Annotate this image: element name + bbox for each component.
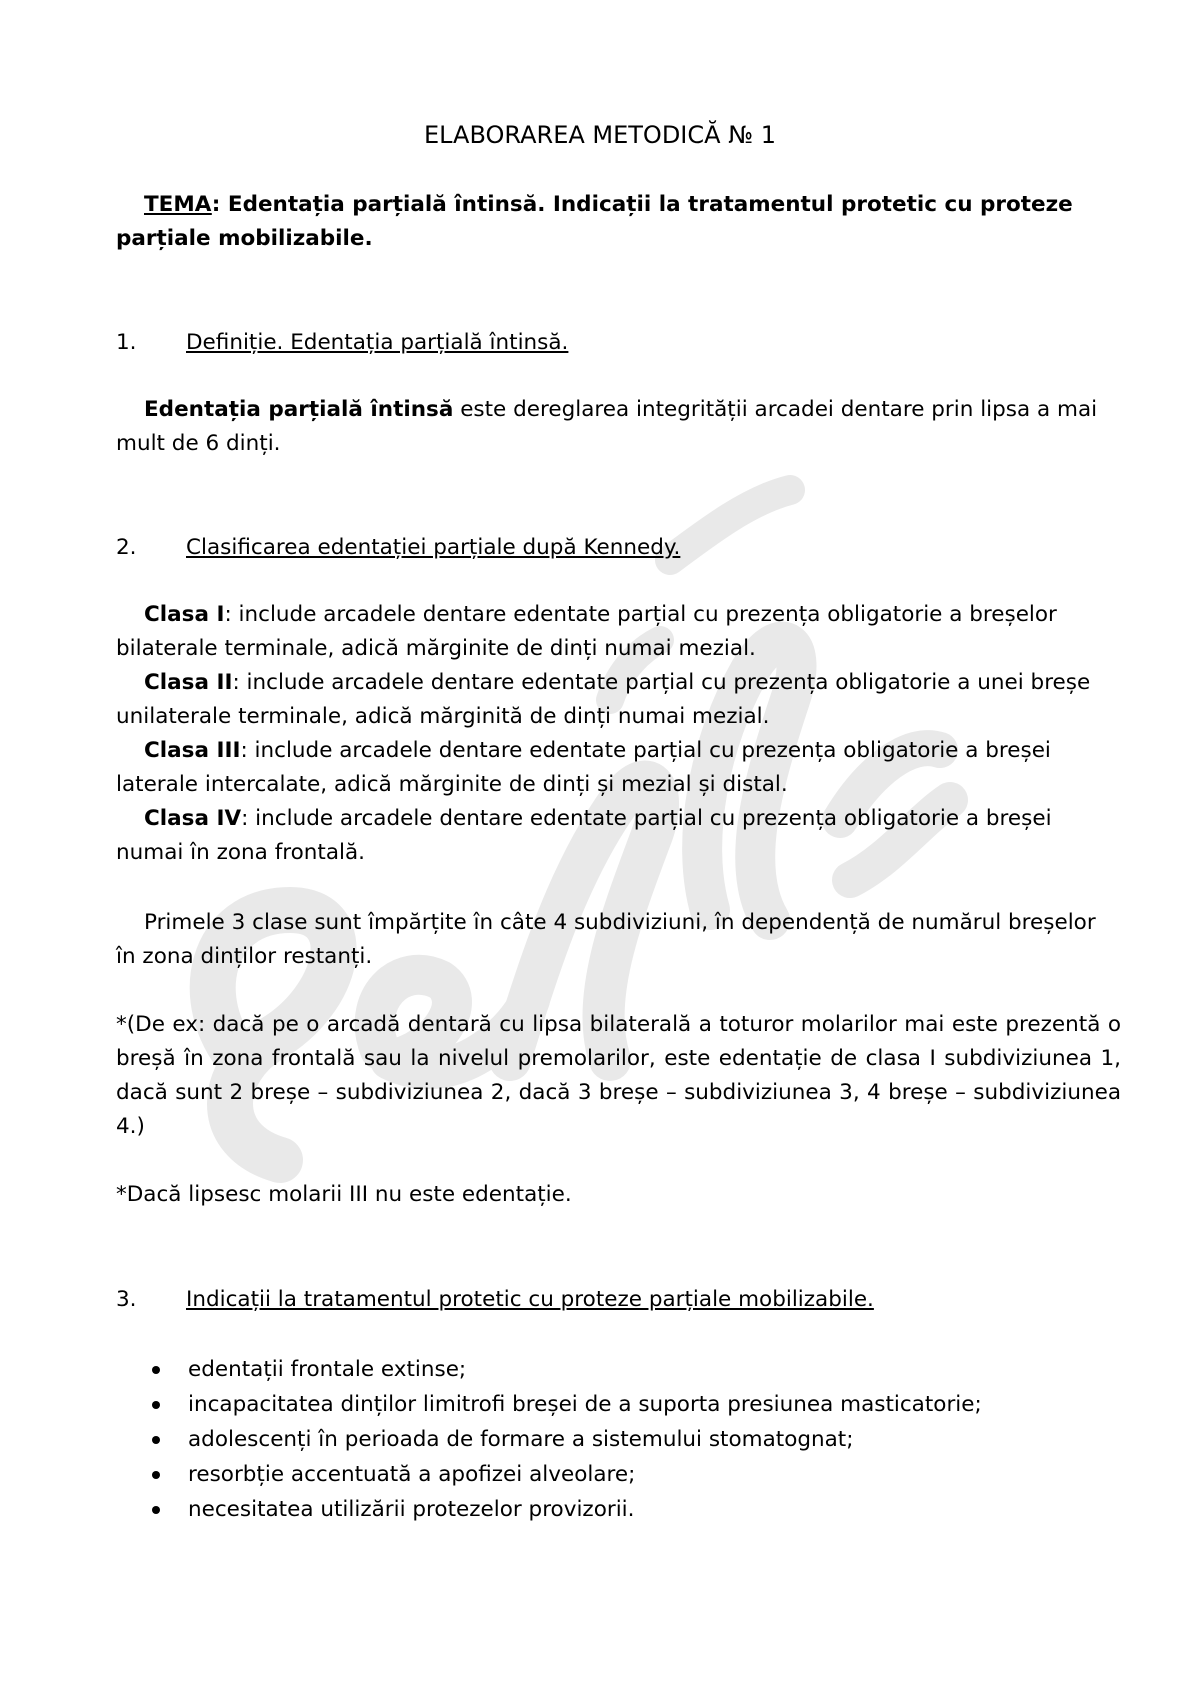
section-title: Definiție. Edentația parțială întinsă.: [186, 330, 569, 355]
topic-label: TEMA: [144, 192, 212, 217]
bullet-icon: [152, 1436, 160, 1444]
section-title: Clasificarea edentației parțiale după Kennedy.: [186, 535, 681, 560]
definition-text: este dereglarea integrității arcadei dentare prin lipsa a mai mult de 6 dinți.: [116, 397, 1098, 456]
section-number: 1.: [116, 330, 137, 355]
class-text: : include arcadele dentare edentate parțial cu prezența obligatorie a breșelor bilaterale terminale, adică mărginite de dinți numai mezial.: [116, 602, 1057, 661]
topic-text: : Edentația parțială întinsă. Indicații la tratamentul protetic cu proteze parțiale mobilizabile.: [116, 192, 1073, 251]
subdivisions-note: Primele 3 clase sunt împărțite în câte 4 subdiviziuni, în dependență de numărul breșelor în zona dinților restanți.: [116, 910, 1096, 969]
list-item: [116, 1492, 1121, 1527]
list-item-text: adolescenți în perioada de formare a sistemului stomatognat;: [188, 1427, 854, 1452]
class-text: : include arcadele dentare edentate parțial cu prezența obligatorie a breșei numai în zona frontală.: [116, 806, 1052, 865]
section-number: 3.: [116, 1287, 137, 1312]
class-paragraph: [116, 802, 1121, 870]
section-number: 2.: [116, 535, 137, 560]
section-title: Indicații la tratamentul protetic cu proteze parțiale mobilizabile.: [186, 1287, 874, 1312]
bullet-icon: [152, 1506, 160, 1514]
bullet-icon: [152, 1471, 160, 1479]
list-item-text: incapacitatea dinților limitrofi breșei de a suporta presiunea masticatorie;: [188, 1392, 982, 1417]
class-label: Clasa III: [144, 738, 241, 763]
list-item: [116, 1387, 1121, 1422]
topic-paragraph: [116, 188, 1121, 256]
bullet-icon: [152, 1401, 160, 1409]
class-paragraph: [116, 666, 1121, 734]
class-label: Clasa I: [144, 602, 225, 627]
list-item-text: resorbție accentuată a apofizei alveolare;: [188, 1462, 636, 1487]
definition-paragraph: [116, 393, 1121, 461]
class-text: : include arcadele dentare edentate parțial cu prezența obligatorie a breșei laterale intercalate, adică mărginite de dinți și mezial și distal.: [116, 738, 1051, 797]
list-item: [116, 1352, 1121, 1387]
class-paragraph: [116, 598, 1121, 666]
bullet-icon: [152, 1366, 160, 1374]
list-item-text: necesitatea utilizării protezelor provizorii.: [188, 1497, 635, 1522]
molars-note: *Dacă lipsesc molarii III nu este edentație.: [116, 1182, 572, 1207]
list-item: [116, 1457, 1121, 1492]
indications-list: [116, 1352, 1121, 1527]
kennedy-classes: [116, 598, 1121, 870]
class-text: : include arcadele dentare edentate parțial cu prezența obligatorie a unei breșe unilaterale terminale, adică mărginită de dinți numai mezial.: [116, 670, 1091, 729]
class-label: Clasa II: [144, 670, 233, 695]
list-item-text: edentații frontale extinse;: [188, 1357, 467, 1382]
example-note: *(De ex: dacă pe o arcadă dentară cu lipsa bilaterală a toturor molarilor mai este prezentă o breșă în zona frontală sau la nivelul premolarilor, este edentație de clasa I subdiviziunea 1, dacă sunt 2 breșe – subdiviziunea 2, dacă 3 breșe – subdiviziunea 3, 4 breșe – subdiviziunea 4.): [116, 1012, 1121, 1139]
class-label: Clasa IV: [144, 806, 242, 831]
definition-term: Edentația parțială întinsă: [144, 397, 454, 422]
document-title: ELABORAREA METODICĂ № 1: [423, 121, 777, 149]
class-paragraph: [116, 734, 1121, 802]
list-item: [116, 1422, 1121, 1457]
